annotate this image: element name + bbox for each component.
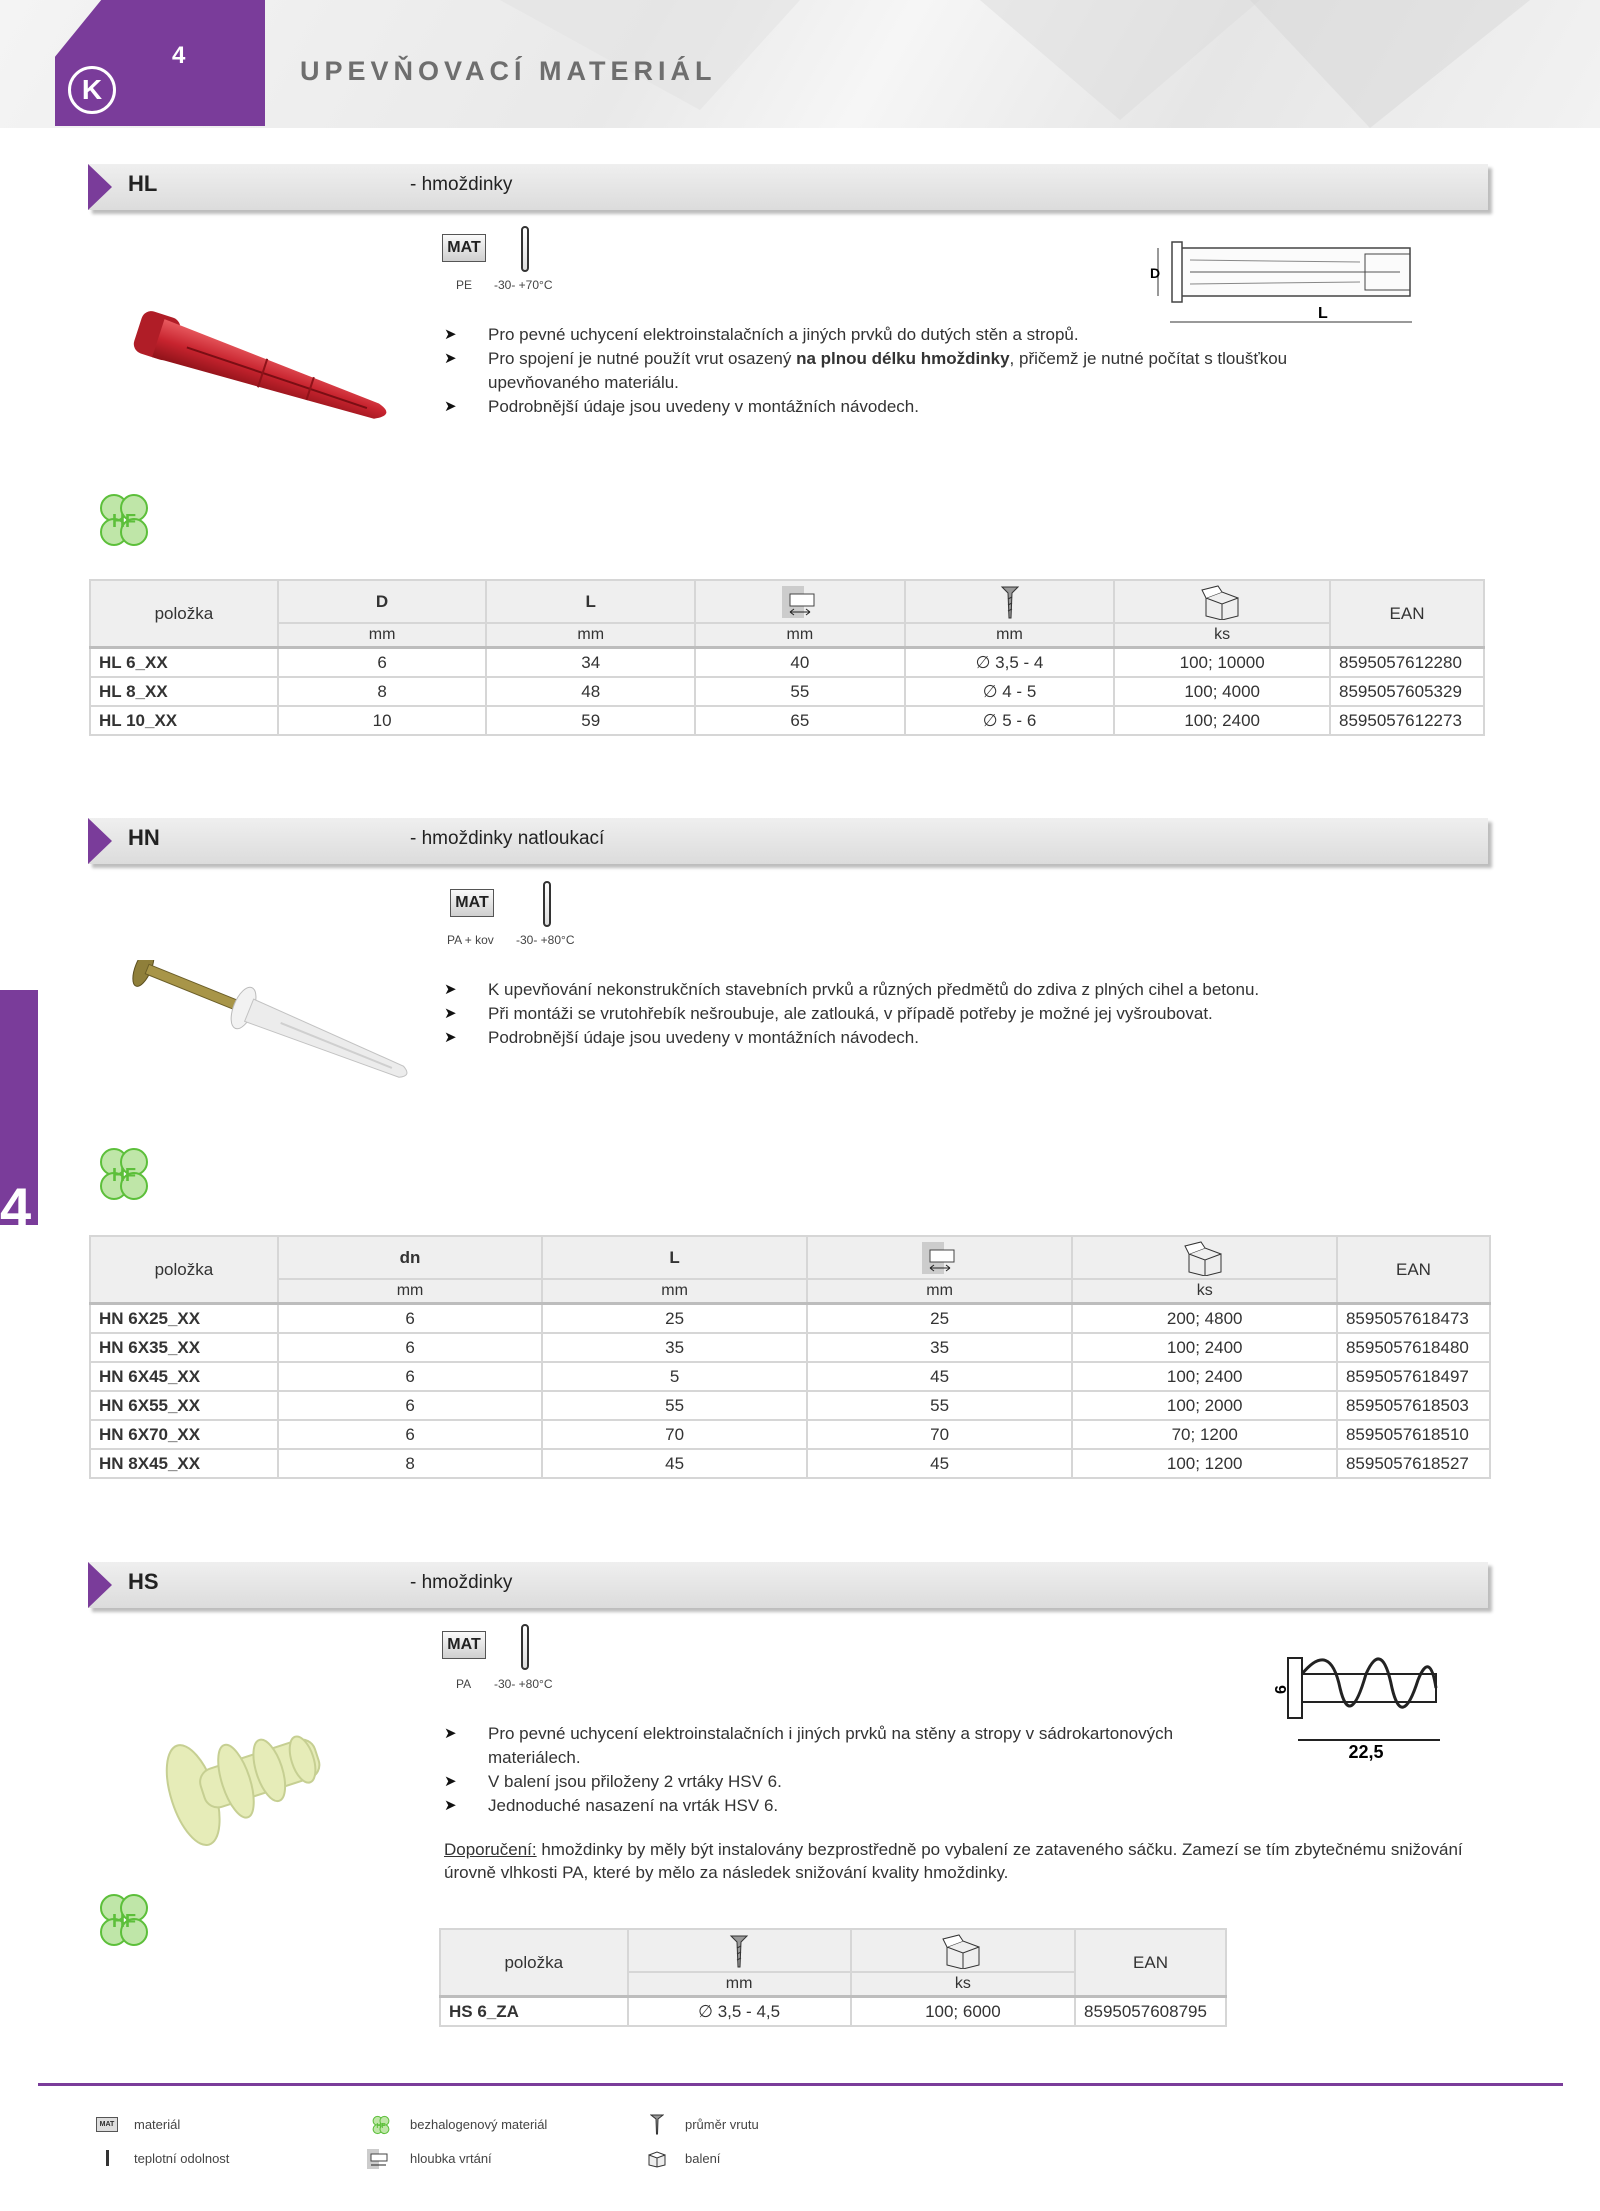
table-cell: 45	[542, 1449, 807, 1478]
table-cell: 8	[278, 677, 487, 706]
table-cell: 34	[486, 648, 695, 678]
table-cell: HN 6X70_XX	[90, 1420, 278, 1449]
chapter-number: 4	[0, 1176, 32, 1239]
table-cell: ∅ 4 - 5	[905, 677, 1115, 706]
material-icon: MAT	[442, 234, 486, 262]
table-cell: 70	[542, 1420, 807, 1449]
table-cell: HN 8X45_XX	[90, 1449, 278, 1478]
hs-recommendation	[444, 1838, 1494, 1884]
column-header-item: položka	[90, 1236, 278, 1304]
column-header-l: L	[486, 580, 695, 623]
table-cell: 6	[278, 648, 487, 678]
material-value: PE	[456, 278, 473, 292]
table-cell: 8595057618497	[1337, 1362, 1490, 1391]
table-cell: 55	[695, 677, 905, 706]
list-item: ➤ Pro pevné uchycení elektroinstalačních i jiných prvků na stěny a stropy v sádrokartonových materiálech.	[444, 1722, 1254, 1770]
temperature-value: -30- +80°C	[494, 1677, 553, 1691]
table-cell: 100; 2400	[1072, 1362, 1337, 1391]
column-header-package	[851, 1929, 1075, 1972]
table-cell: HN 6X45_XX	[90, 1362, 278, 1391]
column-header-d: D	[278, 580, 487, 623]
list-item: ➤ Při montáži se vrutohřebík nešroubuje, ale zatlouká, v případě potřeby je možné jej vyšroubovat.	[444, 1002, 1444, 1026]
section-description: - hmoždinky natloukací	[410, 828, 605, 849]
list-item: ➤ Podrobnější údaje jsou uvedeny v montážních návodech.	[444, 395, 1394, 419]
temperature-value: -30- +70°C	[494, 278, 553, 292]
material-value: PA + kov	[447, 933, 494, 947]
hs-feature-list	[444, 1722, 1254, 1818]
table-row	[90, 706, 1484, 735]
halogen-free-icon	[92, 1142, 156, 1206]
list-item: ➤ Podrobnější údaje jsou uvedeny v montážních návodech.	[444, 1026, 1444, 1050]
table-cell: 8595057612273	[1330, 706, 1484, 735]
halogen-free-legend-icon	[370, 2114, 392, 2136]
svg-text:HF: HF	[112, 1911, 136, 1931]
table-cell: 55	[807, 1391, 1073, 1420]
unit-cell: mm	[278, 623, 487, 648]
column-header-dn: dn	[278, 1236, 543, 1279]
hs-spec-table	[439, 1928, 1227, 2027]
table-row	[90, 1304, 1490, 1334]
section-arrow-icon	[88, 1562, 112, 1608]
column-header-l: L	[542, 1236, 807, 1279]
drawing-label-l: L	[1318, 305, 1328, 322]
section-description: - hmoždinky	[410, 1572, 513, 1593]
screw-icon	[1000, 584, 1020, 620]
header-decoration	[980, 0, 1260, 120]
hs-technical-drawing	[1270, 1630, 1460, 1770]
unit-cell: mm	[628, 1972, 851, 1997]
unit-cell: ks	[851, 1972, 1075, 1997]
section-code: HN	[128, 825, 160, 850]
material-value: PA	[456, 1677, 472, 1691]
table-cell: 6	[278, 1304, 543, 1334]
column-header-package	[1072, 1236, 1337, 1279]
table-cell: 100; 6000	[851, 1997, 1075, 2027]
table-cell: 48	[486, 677, 695, 706]
table-cell: 45	[807, 1449, 1073, 1478]
halogen-free-icon	[92, 1888, 156, 1952]
legend-drill-depth: hloubka vrtání	[410, 2151, 492, 2166]
legend-halogen-free: bezhalogenový materiál	[410, 2117, 548, 2132]
drill-depth-legend-icon	[366, 2148, 390, 2170]
legend-screw-diameter: průměr vrutu	[685, 2117, 759, 2132]
table-cell: 25	[542, 1304, 807, 1334]
list-item: ➤ K upevňování nekonstrukčních stavebních prvků a různých předmětů do zdiva z plných cihel a betonu.	[444, 978, 1444, 1002]
table-row	[440, 1997, 1226, 2027]
package-legend-icon	[646, 2148, 668, 2168]
unit-cell: mm	[905, 623, 1115, 648]
column-header-item: položka	[440, 1929, 628, 1997]
screw-legend-icon	[650, 2113, 664, 2135]
table-cell: 100; 2400	[1114, 706, 1330, 735]
thermometer-legend-icon	[106, 2150, 109, 2166]
list-item: ➤ V balení jsou přiloženy 2 vrtáky HSV 6.	[444, 1770, 1254, 1794]
table-row	[90, 1449, 1490, 1478]
list-item: ➤ Jednoduché nasazení na vrták HSV 6.	[444, 1794, 1254, 1818]
table-cell: 8595057618473	[1337, 1304, 1490, 1334]
section-description: - hmoždinky	[410, 174, 513, 195]
header-decoration	[500, 0, 800, 110]
table-cell: HN 6X25_XX	[90, 1304, 278, 1334]
table-cell: 70	[807, 1420, 1073, 1449]
material-icon: MAT	[450, 889, 494, 917]
table-cell: 8595057605329	[1330, 677, 1484, 706]
table-cell: 65	[695, 706, 905, 735]
hs-product-image	[150, 1695, 360, 1855]
table-cell: HN 6X55_XX	[90, 1391, 278, 1420]
table-row	[90, 1362, 1490, 1391]
table-cell: ∅ 3,5 - 4	[905, 648, 1115, 678]
table-cell: 59	[486, 706, 695, 735]
section-code: HL	[128, 171, 158, 196]
table-cell: HS 6_ZA	[440, 1997, 628, 2027]
column-header-item: položka	[90, 580, 278, 648]
table-cell: 6	[278, 1333, 543, 1362]
unit-cell: mm	[486, 623, 695, 648]
table-cell: 10	[278, 706, 487, 735]
package-box-icon	[941, 1933, 985, 1969]
section-bar-hn	[88, 818, 1488, 864]
screw-icon	[729, 1933, 749, 1969]
table-cell: 6	[278, 1420, 543, 1449]
material-icon: MAT	[442, 1631, 486, 1659]
svg-text:HF: HF	[112, 1165, 136, 1185]
column-header-drill-depth	[807, 1236, 1073, 1279]
table-cell: 100; 4000	[1114, 677, 1330, 706]
table-cell: 8595057608795	[1075, 1997, 1226, 2027]
column-header-screw	[905, 580, 1115, 623]
table-row	[90, 1391, 1490, 1420]
drawing-label-l: 22,5	[1348, 1742, 1384, 1762]
legend-temperature: teplotní odolnost	[134, 2151, 230, 2166]
unit-cell: ks	[1072, 1279, 1337, 1304]
hl-product-image	[112, 300, 412, 450]
page-number: 4	[172, 42, 186, 69]
halogen-free-icon	[92, 488, 156, 552]
column-header-ean: EAN	[1075, 1929, 1226, 1997]
table-cell: 70; 1200	[1072, 1420, 1337, 1449]
table-cell: HL 10_XX	[90, 706, 278, 735]
table-cell: 100; 10000	[1114, 648, 1330, 678]
hn-feature-list	[444, 978, 1444, 1050]
table-row	[90, 677, 1484, 706]
unit-cell: ks	[1114, 623, 1330, 648]
unit-cell: mm	[542, 1279, 807, 1304]
table-row	[90, 1420, 1490, 1449]
table-cell: 100; 2400	[1072, 1333, 1337, 1362]
table-cell: ∅ 3,5 - 4,5	[628, 1997, 851, 2027]
thermometer-icon	[521, 1624, 529, 1670]
table-cell: 6	[278, 1362, 543, 1391]
drill-depth-icon	[920, 1240, 960, 1276]
table-cell: 5	[542, 1362, 807, 1391]
recommendation-label: Doporučení:	[444, 1840, 537, 1859]
drawing-label-d: D	[1150, 265, 1161, 281]
column-header-drill-depth	[695, 580, 905, 623]
table-row	[90, 648, 1484, 678]
recommendation-text: hmoždinky by měly být instalovány bezprostředně po vybalení ze zataveného sáčku. Zamezí se tím zbytečnému snižování úrovně vlhkosti PA, které by mělo za následek snižování kvality hmoždinky.	[444, 1840, 1463, 1882]
section-bar-hl	[88, 164, 1488, 210]
package-box-icon	[1200, 584, 1244, 620]
table-cell: 8595057618480	[1337, 1333, 1490, 1362]
temperature-value: -30- +80°C	[516, 933, 575, 947]
hl-spec-table	[89, 579, 1485, 736]
legend-material: materiál	[134, 2117, 181, 2132]
legend-packaging: balení	[685, 2151, 721, 2166]
drawing-label-d: 6	[1273, 1685, 1290, 1694]
table-cell: 55	[542, 1391, 807, 1420]
unit-cell: mm	[695, 623, 905, 648]
svg-text:HF: HF	[112, 511, 136, 531]
column-header-ean: EAN	[1337, 1236, 1490, 1304]
table-cell: ∅ 5 - 6	[905, 706, 1115, 735]
table-cell: 100; 1200	[1072, 1449, 1337, 1478]
footer-divider	[38, 2083, 1563, 2086]
page-title: UPEVŇOVACÍ MATERIÁL	[300, 56, 717, 86]
section-arrow-icon	[88, 818, 112, 864]
table-row	[90, 1333, 1490, 1362]
table-cell: 200; 4800	[1072, 1304, 1337, 1334]
table-cell: HN 6X35_XX	[90, 1333, 278, 1362]
table-cell: 40	[695, 648, 905, 678]
hl-feature-list	[444, 323, 1394, 419]
column-header-package	[1114, 580, 1330, 623]
table-cell: 35	[807, 1333, 1073, 1362]
table-cell: 8595057618503	[1337, 1391, 1490, 1420]
list-item: ➤ Pro spojení je nutné použít vrut osazený na plnou délku hmoždinky, přičemž je nutné počítat s tloušťkou upevňovaného materiálu.	[444, 347, 1394, 395]
unit-cell: mm	[278, 1279, 543, 1304]
svg-text:HF: HF	[376, 2122, 386, 2130]
table-cell: 8595057612280	[1330, 648, 1484, 678]
table-cell: 45	[807, 1362, 1073, 1391]
brand-logo: K	[68, 66, 116, 114]
section-arrow-icon	[88, 164, 112, 210]
thermometer-icon	[543, 881, 551, 927]
drill-depth-icon	[780, 584, 820, 620]
column-header-screw	[628, 1929, 851, 1972]
table-cell: HL 8_XX	[90, 677, 278, 706]
package-box-icon	[1183, 1240, 1227, 1276]
table-cell: 100; 2000	[1072, 1391, 1337, 1420]
table-cell: 8595057618510	[1337, 1420, 1490, 1449]
material-legend-icon: MAT	[96, 2117, 118, 2132]
table-cell: 35	[542, 1333, 807, 1362]
column-header-ean: EAN	[1330, 580, 1484, 648]
table-cell: 8595057618527	[1337, 1449, 1490, 1478]
hl-technical-drawing	[1150, 232, 1450, 332]
table-cell: 25	[807, 1304, 1073, 1334]
section-code: HS	[128, 1569, 159, 1594]
table-cell: 8	[278, 1449, 543, 1478]
hn-spec-table	[89, 1235, 1491, 1479]
section-bar-hs	[88, 1562, 1488, 1608]
unit-cell: mm	[807, 1279, 1073, 1304]
thermometer-icon	[521, 226, 529, 272]
header-decoration	[1250, 0, 1530, 128]
hn-product-image	[105, 960, 425, 1110]
table-cell: HL 6_XX	[90, 648, 278, 678]
list-item: ➤ Pro pevné uchycení elektroinstalačních a jiných prvků do dutých stěn a stropů.	[444, 323, 1394, 347]
table-cell: 6	[278, 1391, 543, 1420]
